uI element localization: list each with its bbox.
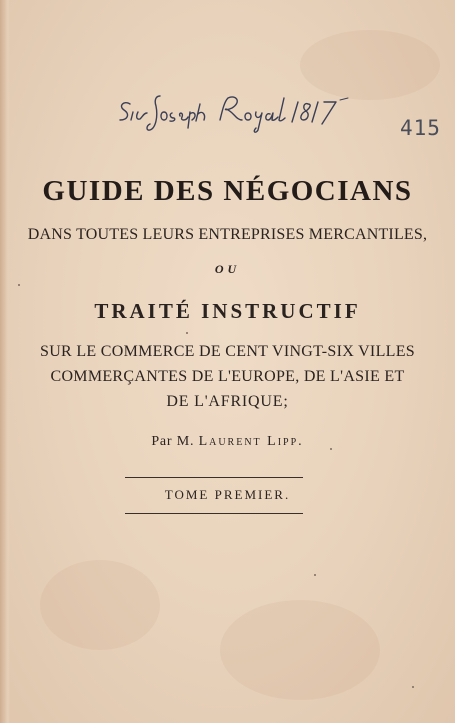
book-subtitle: DANS TOUTES LEURS ENTREPRISES MERCANTILES, (27, 226, 428, 243)
paper-stain (220, 600, 380, 700)
divider-rule (125, 513, 303, 514)
description-line: SUR LE COMMERCE DE CENT VINGT-SIX VILLES (40, 343, 415, 360)
page-edge (0, 0, 10, 723)
connector-ou: OU (214, 262, 241, 276)
shelfmark-number: 415 (400, 116, 441, 140)
paper-speck (330, 448, 332, 450)
author-line (0, 434, 455, 450)
paper-speck (186, 332, 188, 334)
description-line: COMMERÇANTES DE L'EUROPE, DE L'ASIE ET (50, 368, 405, 385)
volume-label: TOME PREMIER. (164, 487, 291, 502)
paper-speck (18, 284, 20, 286)
divider-rule (125, 477, 303, 478)
paper-speck (314, 574, 316, 576)
handwritten-signature (116, 90, 356, 136)
book-alt-title: TRAITÉ INSTRUCTIF (94, 299, 361, 323)
paper-speck (412, 686, 414, 688)
author-prefix: Par M. (151, 434, 195, 449)
paper-stain (40, 560, 160, 650)
description-line: DE L'AFRIQUE; (166, 393, 289, 410)
author-name: Laurent Lipp. (198, 434, 304, 449)
book-title: GUIDE DES NÉGOCIANS (42, 175, 413, 207)
